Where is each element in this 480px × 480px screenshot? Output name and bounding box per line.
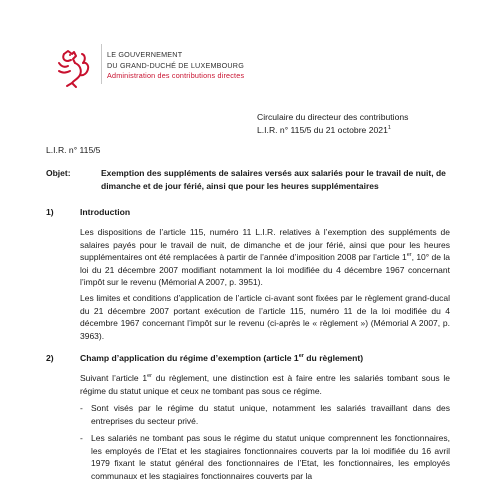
bullet-text: Sont visés par le régime du statut unique, notamment les salariés travaillant dans des entreprises du secteur privé.	[91, 403, 450, 426]
s2-title-a: Champ d’application du régime d’exemption (article 1	[80, 353, 299, 363]
bullet-text: Les salariés ne tombant pas sous le régime du statut unique comprennent les fonctionnaires, les employés de l’Etat et les stagiaires fonctionnaires couverts par la loi modifiée du 16 avril 1979 fixant le statut général des fonctionnaires de l’Etat, les fonctionnaires, les employés communaux et les stagiaires fonctionnaires couverts par la	[91, 433, 450, 480]
section-1-title: Introduction	[80, 207, 131, 217]
bullet-dash: -	[80, 403, 83, 413]
circular-heading	[257, 111, 408, 136]
government-branding	[107, 50, 244, 82]
luxembourg-red-lion-icon	[50, 46, 94, 90]
circular-line2-text: L.I.R. n° 115/5 du 21 octobre 2021	[257, 124, 388, 135]
s1-p1-text-a: Les dispositions de l’article 115, numéro 11 L.I.R. relatives à l’exemption des suppléments de salaires payés pour le travail de nuit, de dimanche et de jour férié, ainsi que pour les heures supplémentaires ont été remplacées à partir de l’année d’imposition 2008 par l’article 1	[80, 227, 450, 263]
section-2-number: 2)	[46, 353, 54, 363]
subject-block	[46, 167, 456, 192]
administration-name: Administration des contributions directes	[107, 71, 245, 80]
circular-line2	[257, 124, 408, 137]
bullet-item-non-statut-unique	[80, 432, 450, 480]
s2-p1-text-a: Suivant l’article 1	[80, 373, 148, 383]
s1-p1-sup: er	[406, 252, 412, 259]
subject-text: Exemption des suppléments de salaires versés aux salariés pour le travail de nuit, de dimanche et de jour férié, ainsi que pour les heures supplémentaires	[101, 168, 446, 191]
s2-p1-text-b: du règlement, une distinction est à faire entre les salariés tombant sous le régime du statut unique et ceux ne tombant pas sous ce régime.	[80, 373, 450, 396]
s2-p1-sup: er	[147, 373, 152, 380]
s1-p1-text-b: , 10° de la loi du 21 décembre 2007 modifiant notamment la loi modifiée du 4 décembre 1967 concernant l’impôt sur le revenu (Mémorial A 2007, p. 3951).	[80, 252, 450, 288]
government-name-line1: LE GOUVERNEMENT	[107, 50, 183, 59]
government-name-line2: DU GRAND-DUCHÉ DE LUXEMBOURG	[107, 60, 244, 70]
reference-number: L.I.R. n° 115/5	[46, 145, 101, 155]
section-2-paragraph-1	[80, 372, 450, 397]
bullet-item-statut-unique	[80, 402, 450, 427]
bullet-dash: -	[80, 433, 83, 443]
section-1-number: 1)	[46, 207, 54, 217]
subject-label: Objet:	[46, 168, 71, 178]
section-2-title	[80, 353, 363, 363]
section-1-paragraph-2: Les limites et conditions d’application de l’article ci-avant sont fixées par le règlement grand-ducal du 21 décembre 2007 portant exécution de l’article 115, numéro 11 de la loi modifiée du 4 décembre 1967 concernant l’impôt sur le revenu (ci-après le « règlement ») (Mémorial A 2007, p. 3963).	[80, 293, 450, 341]
circular-line1: Circulaire du directeur des contributions	[257, 112, 409, 122]
s2-title-sup: er	[298, 353, 304, 360]
header-divider	[101, 44, 102, 84]
footnote-mark: 1	[387, 124, 391, 131]
section-1-paragraph-1	[80, 226, 450, 289]
s2-title-b: du règlement)	[303, 353, 364, 363]
